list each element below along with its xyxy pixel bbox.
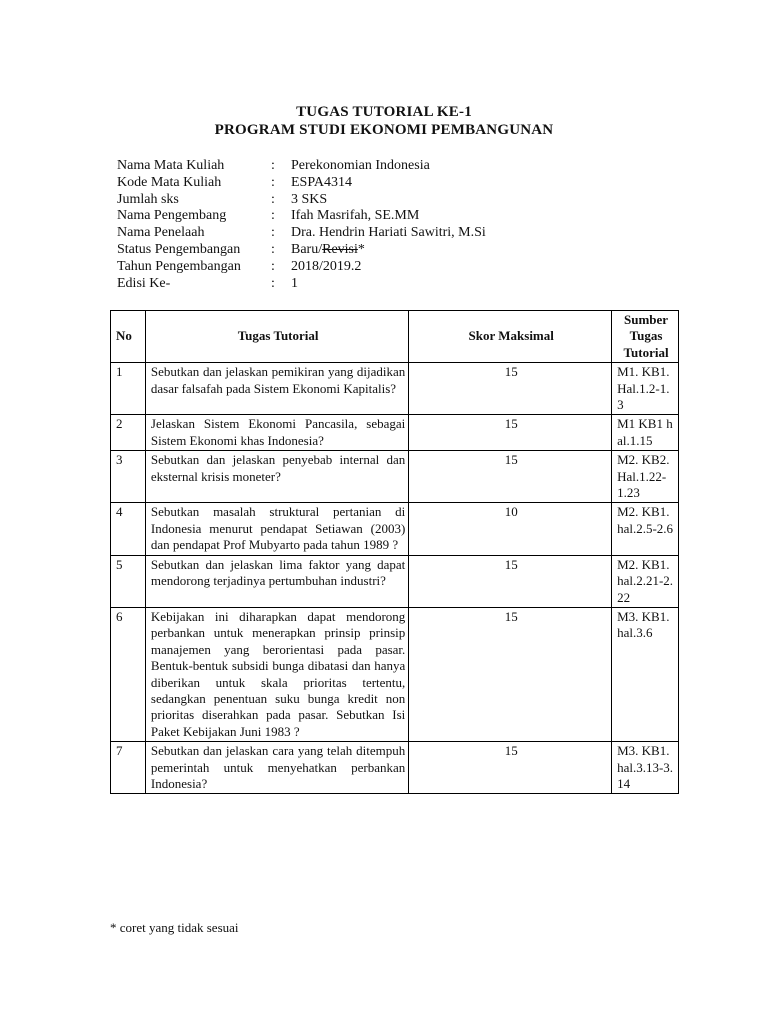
- status-asterisk: *: [357, 241, 365, 257]
- meta-value: Perekonomian Indonesia: [291, 158, 430, 173]
- meta-label: Nama Mata Kuliah: [117, 158, 225, 173]
- meta-row-edition: [117, 276, 486, 293]
- cell-score: 15: [409, 451, 612, 503]
- meta-row-course-name: [117, 158, 486, 175]
- cell-no: 6: [111, 607, 146, 741]
- meta-label: Status Pengembangan: [117, 241, 241, 257]
- cell-task: Sebutkan dan jelaskan lima faktor yang dapat mendorong terjadinya pertumbuhan industri?: [145, 555, 408, 607]
- meta-row-credits: [117, 192, 486, 209]
- meta-label: Nama Pengembang: [117, 208, 227, 224]
- cell-source: M3. KB1. hal.3.6: [612, 607, 679, 741]
- meta-label: Tahun Pengembangan: [117, 258, 241, 274]
- meta-colon: :: [271, 158, 275, 173]
- table-row: [111, 451, 679, 503]
- course-info: [117, 158, 486, 292]
- tutorial-task-table: [110, 310, 679, 794]
- header-source-line: Sumber: [624, 312, 669, 327]
- cell-task: Kebijakan ini diharapkan dapat mendorong perbankan untuk menerapkan prinsip prinsip manajemen yang berorientasi pada pasar. Bentuk-bentuk subsidi bunga dibatasi dan hanya diberikan untuk skala prioritas tertentu, sedangkan penentuan suku bunga kredit non prioritas diserahkan pada pasar. Sebutkan Isi Paket Kebijakan Juni 1983 ?: [145, 607, 408, 741]
- cell-score: 15: [409, 555, 612, 607]
- cell-no: 3: [111, 451, 146, 503]
- meta-row-status: [117, 242, 486, 259]
- cell-no: 5: [111, 555, 146, 607]
- cell-score: 15: [409, 742, 612, 794]
- header-task: Tugas Tutorial: [145, 311, 408, 363]
- footnote: * coret yang tidak sesuai: [110, 920, 239, 935]
- table-row: [111, 555, 679, 607]
- cell-task: Sebutkan dan jelaskan pemikiran yang dijadikan dasar falsafah pada Sistem Ekonomi Kapitalis?: [145, 363, 408, 415]
- cell-no: 2: [111, 415, 146, 451]
- header-score: Skor Maksimal: [409, 311, 612, 363]
- meta-row-developer: [117, 208, 486, 225]
- cell-source: M2. KB2. Hal.1.22-1.23: [612, 451, 679, 503]
- cell-no: 1: [111, 363, 146, 415]
- meta-label: Edisi Ke-: [117, 275, 171, 291]
- header-source-line: Tugas: [629, 328, 663, 344]
- meta-colon: :: [271, 241, 275, 257]
- cell-source: M1 KB1 hal.1.15: [612, 415, 679, 451]
- meta-label: Kode Mata Kuliah: [117, 174, 222, 190]
- meta-colon: :: [271, 208, 275, 224]
- meta-label: Jumlah sks: [117, 191, 179, 207]
- meta-row-course-code: [117, 175, 486, 192]
- cell-task: Sebutkan dan jelaskan cara yang telah ditempuh pemerintah untuk menyehatkan perbankan Indonesia?: [145, 742, 408, 794]
- table-row: [111, 503, 679, 555]
- cell-source: M2. KB1. hal.2.5-2.6: [612, 503, 679, 555]
- meta-colon: :: [271, 258, 275, 274]
- table-row: [111, 607, 679, 741]
- cell-score: 10: [409, 503, 612, 555]
- cell-task: Sebutkan dan jelaskan penyebab internal dan eksternal krisis moneter?: [145, 451, 408, 503]
- cell-source: M3. KB1. hal.3.13-3.14: [612, 742, 679, 794]
- status-revision-struck: Revisi: [322, 241, 358, 257]
- header-source: [612, 311, 679, 363]
- meta-value: 3 SKS: [291, 191, 328, 207]
- header-source-line: Tutorial: [623, 344, 669, 360]
- meta-value: Ifah Masrifah, SE.MM: [291, 208, 420, 224]
- meta-row-reviewer: [117, 225, 486, 242]
- table-row: [111, 415, 679, 451]
- cell-no: 7: [111, 742, 146, 794]
- program-title: PROGRAM STUDI EKONOMI PEMBANGUNAN: [214, 122, 554, 138]
- meta-value: ESPA4314: [291, 174, 352, 190]
- cell-source: M2. KB1. hal.2.21-2.22: [612, 555, 679, 607]
- meta-value: 2018/2019.2: [291, 258, 362, 274]
- header-no: No: [111, 311, 146, 363]
- table-row: [111, 363, 679, 415]
- meta-colon: :: [271, 275, 275, 291]
- cell-source: M1. KB1. Hal.1.2-1.3: [612, 363, 679, 415]
- table-header-row: [111, 311, 679, 363]
- meta-colon: :: [271, 225, 275, 241]
- cell-task: Sebutkan masalah struktural pertanian di Indonesia menurut pendapat Setiawan (2003) dan pendapat Prof Mubyarto pada tahun 1989 ?: [145, 503, 408, 555]
- status-new: Baru/: [291, 241, 323, 257]
- cell-score: 15: [409, 363, 612, 415]
- document-title: TUGAS TUTORIAL KE-1: [296, 104, 472, 120]
- meta-value: 1: [291, 275, 298, 291]
- meta-colon: :: [271, 174, 275, 190]
- cell-no: 4: [111, 503, 146, 555]
- cell-task: Jelaskan Sistem Ekonomi Pancasila, sebagai Sistem Ekonomi khas Indonesia?: [145, 415, 408, 451]
- meta-label: Nama Penelaah: [117, 225, 205, 241]
- meta-value: [291, 242, 365, 259]
- cell-score: 15: [409, 415, 612, 451]
- meta-value: Dra. Hendrin Hariati Sawitri, M.Si: [291, 225, 486, 241]
- table-row: [111, 742, 679, 794]
- meta-colon: :: [271, 191, 275, 207]
- cell-score: 15: [409, 607, 612, 741]
- meta-row-year: [117, 259, 486, 276]
